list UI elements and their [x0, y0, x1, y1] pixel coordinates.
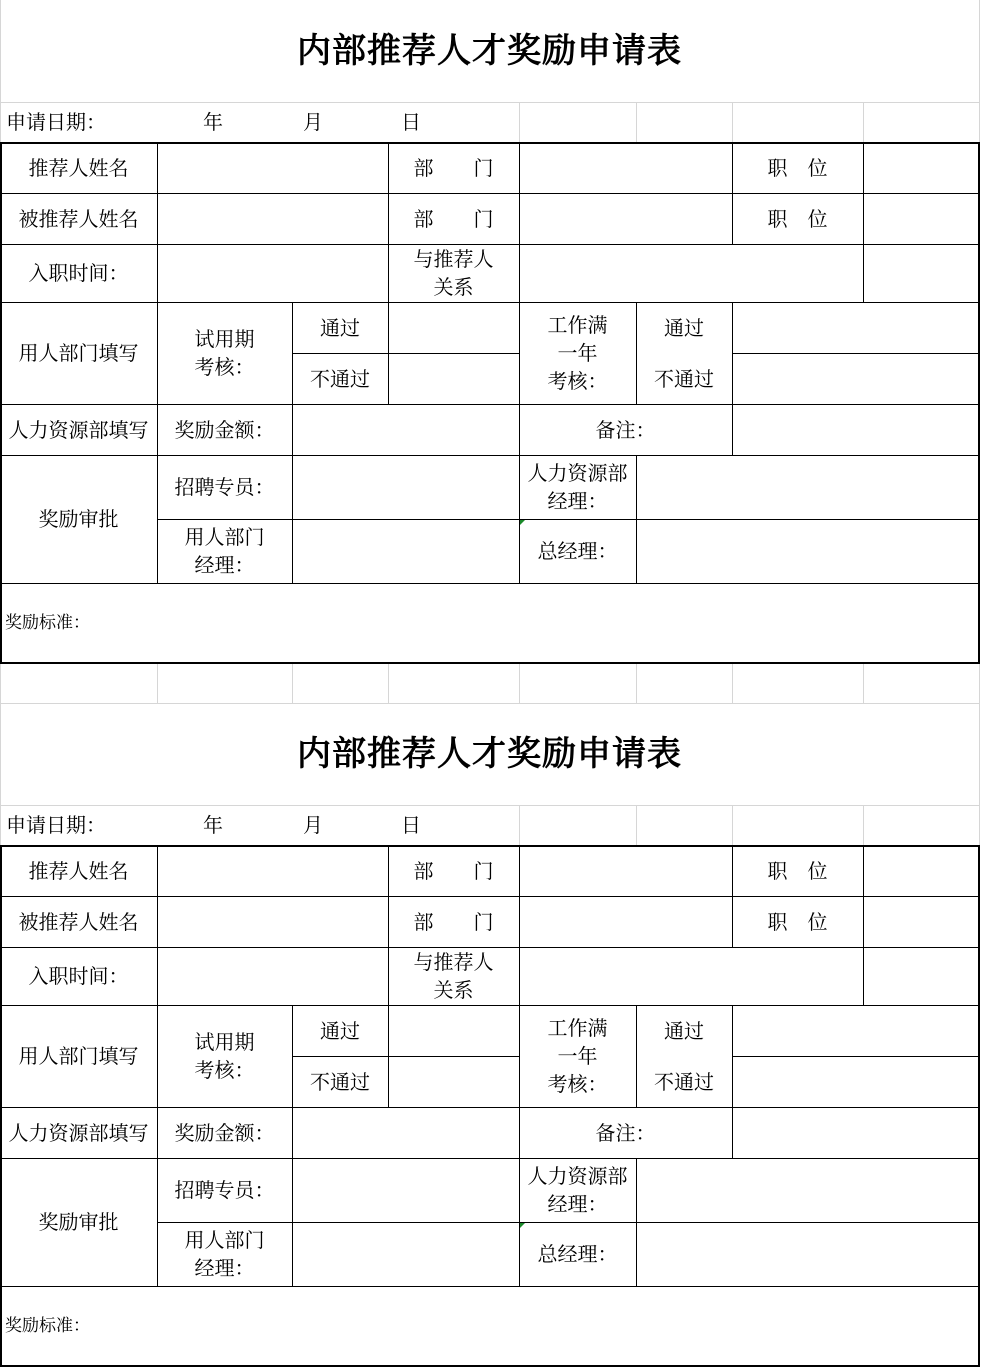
grid-line [863, 664, 864, 703]
date-year: 年 [203, 813, 223, 837]
position-label: 职 位 [767, 909, 828, 934]
grid-line [979, 0, 980, 142]
form-border-right [978, 142, 980, 663]
form-border-right [978, 845, 980, 1366]
date-day: 日 [401, 110, 421, 134]
grid-line [732, 102, 733, 142]
relationship-label: 与推荐人 关系 [413, 247, 494, 299]
general-manager-label: 总经理： [537, 1242, 618, 1266]
recommender-name-label: 推荐人姓名 [28, 155, 129, 180]
grid-line [636, 1158, 637, 1286]
recommender-name-label: 推荐人姓名 [28, 858, 129, 883]
grid-line [863, 142, 864, 302]
grid-line [519, 102, 520, 142]
grid-line [979, 703, 980, 845]
grid-line [292, 664, 293, 703]
reward-standard-label: 奖励标准： [5, 612, 90, 633]
hire-date-label: 入职时间： [28, 964, 129, 988]
remarks-label: 备注： [595, 417, 656, 442]
grid-line [863, 102, 864, 142]
probation-fail-label: 不通过 [310, 366, 370, 391]
relationship-label: 与推荐人 关系 [413, 950, 494, 1002]
date-month: 月 [303, 110, 323, 134]
form-border-bottom [0, 662, 980, 664]
grid-line [636, 455, 637, 583]
dept-fill-label: 用人部门填写 [18, 341, 139, 365]
date-label: 申请日期： [6, 110, 106, 134]
one-year-pass-label: 通过 [664, 1018, 704, 1043]
grid-line [636, 102, 637, 142]
position-label: 职 位 [767, 206, 828, 231]
grid-line [636, 805, 637, 845]
probation-pass-label: 通过 [320, 1018, 360, 1043]
grid-line [0, 664, 1, 703]
grid-line [732, 805, 733, 845]
grid-line [157, 664, 158, 703]
recruiter-label: 招聘专员： [174, 475, 275, 499]
department-label: 部 门 [413, 909, 494, 934]
grid-line [732, 1005, 733, 1158]
one-year-review-label: 工作满 一年 考核： [547, 1016, 608, 1096]
reward-standard-label: 奖励标准： [5, 1315, 90, 1336]
reward-amount-label: 奖励金额： [174, 1120, 275, 1145]
hr-fill-label: 人力资源部填写 [8, 1120, 149, 1145]
probation-fail-label: 不通过 [310, 1069, 370, 1094]
one-year-pass-label: 通过 [664, 315, 704, 340]
grid-line [979, 664, 980, 703]
dept-manager-label: 用人部门 经理： [184, 1228, 265, 1280]
date-day: 日 [401, 813, 421, 837]
hr-fill-label: 人力资源部填写 [8, 417, 149, 442]
one-year-fail-label: 不通过 [654, 366, 714, 391]
probation-label: 试用期 考核： [194, 1030, 255, 1082]
approval-label: 奖励审批 [38, 1210, 119, 1234]
grid-line [519, 805, 520, 845]
date-label: 申请日期： [6, 813, 106, 837]
grid-line [863, 845, 864, 1005]
grid-line [732, 302, 733, 455]
recommended-name-label: 被推荐人姓名 [18, 206, 139, 231]
remarks-label: 备注： [595, 1120, 656, 1145]
dept-fill-label: 用人部门填写 [18, 1044, 139, 1068]
grid-line [863, 805, 864, 845]
department-label: 部 门 [413, 858, 494, 883]
date-month: 月 [303, 813, 323, 837]
recruiter-label: 招聘专员： [174, 1178, 275, 1202]
dept-manager-label: 用人部门 经理： [184, 525, 265, 577]
grid-line [636, 664, 637, 703]
hr-manager-label: 人力资源部 经理： [527, 1164, 628, 1216]
date-year: 年 [203, 110, 223, 134]
recommended-name-label: 被推荐人姓名 [18, 909, 139, 934]
reward-amount-label: 奖励金额： [174, 417, 275, 442]
grid-line [732, 664, 733, 703]
approval-label: 奖励审批 [38, 507, 119, 531]
probation-label: 试用期 考核： [194, 327, 255, 379]
grid-line [388, 302, 389, 404]
hr-manager-label: 人力资源部 经理： [527, 461, 628, 513]
grid-line [519, 664, 520, 703]
position-label: 职 位 [767, 858, 828, 883]
form-title: 内部推荐人才奖励申请表 [297, 31, 682, 71]
general-manager-label: 总经理： [537, 539, 618, 563]
form-title: 内部推荐人才奖励申请表 [297, 734, 682, 774]
grid-line [388, 664, 389, 703]
position-label: 职 位 [767, 155, 828, 180]
one-year-fail-label: 不通过 [654, 1069, 714, 1094]
hire-date-label: 入职时间： [28, 261, 129, 285]
department-label: 部 门 [413, 206, 494, 231]
probation-pass-label: 通过 [320, 315, 360, 340]
one-year-review-label: 工作满 一年 考核： [547, 313, 608, 393]
grid-line [732, 353, 979, 354]
grid-line [388, 1005, 389, 1107]
grid-line [732, 1056, 979, 1057]
department-label: 部 门 [413, 155, 494, 180]
